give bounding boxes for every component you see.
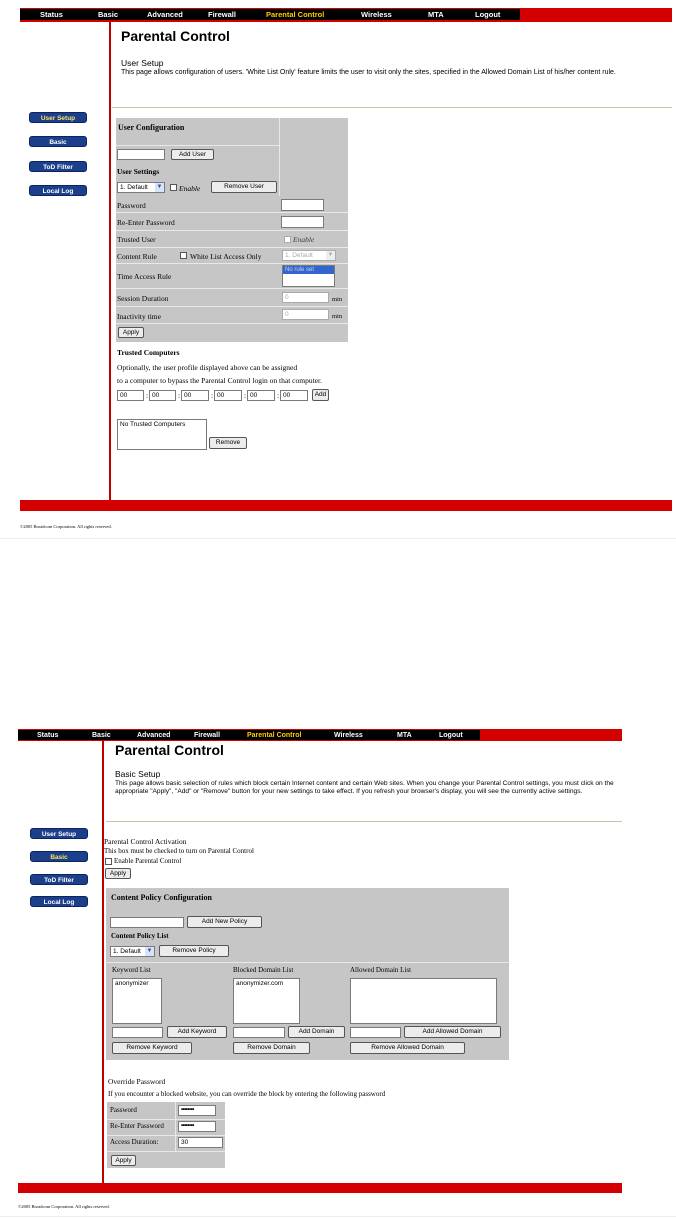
session-unit: min <box>332 296 343 303</box>
blocked-domain-list[interactable] <box>233 978 300 1024</box>
bottom-divider-line <box>102 741 104 1183</box>
page-description: This page allows configuration of users. 'White List Only' feature limits the user to visit only the sites, specified in the Allowed Domain List of his/her content rule. <box>121 69 616 76</box>
bottom-footer-copyright: ©2005 Broadcom Corporation. All rights reserved. <box>18 1204 110 1209</box>
trusted-computers-heading: Trusted Computers <box>117 348 180 357</box>
new-policy-input[interactable] <box>110 917 184 928</box>
side-user-setup[interactable]: User Setup <box>29 112 87 123</box>
nav-mta[interactable]: MTA <box>428 10 444 19</box>
side-local-log[interactable]: Local Log <box>29 185 87 196</box>
page-title: Parental Control <box>115 742 224 758</box>
top-footer-copyright: ©2005 Broadcom Corporation. All rights reserved. <box>20 524 112 529</box>
mac-octet-2[interactable]: 00 <box>149 390 176 401</box>
remove-policy-button[interactable]: Remove Policy <box>159 945 229 957</box>
nav-logout[interactable]: Logout <box>439 731 463 739</box>
mac-sep: : <box>244 391 247 400</box>
override-heading: Override Password <box>108 1077 166 1086</box>
override-note: If you encounter a blocked website, you can override the block by entering the following password <box>108 1090 386 1098</box>
page-subtitle: Basic Setup <box>115 769 161 779</box>
top-footer-red-bar <box>20 500 672 511</box>
chevron-down-icon: ▼ <box>327 252 334 258</box>
blocked-list-label: Blocked Domain List <box>233 966 294 974</box>
top-divider-line <box>109 22 111 500</box>
side-tod-filter[interactable]: ToD Filter <box>30 874 88 885</box>
trusted-user-checkbox[interactable] <box>284 236 291 243</box>
override-password-label: Password <box>110 1106 137 1114</box>
remove-domain-button[interactable]: Remove Domain <box>233 1042 310 1054</box>
override-row-divider <box>107 1135 225 1136</box>
keyword-input[interactable] <box>112 1027 163 1038</box>
top-nav-bar <box>20 9 520 20</box>
trusted-list-item[interactable]: No Trusted Computers <box>120 421 186 428</box>
nav-wireless[interactable]: Wireless <box>334 731 363 739</box>
time-rule-label: Time Access Rule <box>117 272 172 281</box>
inactivity-label: Inactivity time <box>117 312 161 321</box>
trusted-note-line2: to a computer to bypass the Parental Control login on that computer. <box>117 376 322 385</box>
mac-octet-3[interactable]: 00 <box>181 390 209 401</box>
top-separator <box>112 107 672 108</box>
remove-keyword-button[interactable]: Remove Keyword <box>112 1042 192 1054</box>
time-rule-list[interactable] <box>282 265 335 287</box>
nav-advanced[interactable]: Advanced <box>137 731 171 739</box>
trusted-user-label: Trusted User <box>117 235 156 244</box>
remove-allowed-domain-button[interactable]: Remove Allowed Domain <box>350 1042 465 1054</box>
reenter-label: Re-Enter Password <box>117 218 175 227</box>
override-row-divider <box>107 1151 225 1152</box>
nav-firewall[interactable]: Firewall <box>194 731 221 739</box>
password-label: Password <box>117 201 146 210</box>
keyword-list-label: Keyword List <box>112 966 151 974</box>
keyword-list[interactable] <box>112 978 162 1024</box>
nav-basic[interactable]: Basic <box>92 731 111 739</box>
override-row-divider <box>107 1119 225 1120</box>
nav-parental-control[interactable]: Parental Control <box>266 10 325 19</box>
access-duration-input[interactable]: 30 <box>178 1137 223 1148</box>
content-rule-select[interactable] <box>282 250 336 261</box>
keyword-item[interactable]: anonymizer <box>115 980 149 987</box>
add-keyword-button[interactable]: Add Keyword <box>167 1026 227 1038</box>
password-input[interactable] <box>281 199 324 211</box>
page-title: Parental Control <box>121 28 230 44</box>
time-rule-selected[interactable]: No rule set <box>283 266 334 274</box>
page-description: This page allows basic selection of rules which block certain Internet content and certain Web sites. When you change your Parental Control settings, you must click on the appropriate "Apply", "Add" or "Remove" button for your new settings to take effect. If you refresh your browser's display, you will see the currently active settings. <box>115 780 614 796</box>
content-policy-list-heading: Content Policy List <box>111 932 169 940</box>
bottom-nav-bar <box>18 730 480 740</box>
allowed-domain-input[interactable] <box>350 1027 401 1038</box>
override-reenter-input[interactable]: •••••••• <box>178 1121 216 1132</box>
override-password-input[interactable]: •••••••• <box>178 1105 216 1116</box>
row-divider <box>116 145 279 146</box>
mac-sep: : <box>211 391 214 400</box>
inactivity-input[interactable]: 0 <box>282 309 329 320</box>
trusted-computers-list[interactable] <box>117 419 207 450</box>
enable-parental-label: Enable Parental Control <box>114 857 182 865</box>
page-subtitle: User Setup <box>121 58 164 68</box>
nav-advanced[interactable]: Advanced <box>147 10 183 19</box>
nav-logout[interactable]: Logout <box>475 10 501 19</box>
page-bottom-rule <box>0 1216 676 1217</box>
policy-select-value: 1. Default <box>113 948 141 955</box>
side-user-setup[interactable]: User Setup <box>30 828 88 839</box>
add-new-policy-button[interactable]: Add New Policy <box>187 916 262 928</box>
user-select-value: 1. Default <box>120 184 148 191</box>
enable-user-label: Enable <box>179 184 201 193</box>
user-apply-button[interactable]: Apply <box>118 327 144 338</box>
allowed-list-label: Allowed Domain List <box>350 966 412 974</box>
add-domain-button[interactable]: Add Domain <box>288 1026 345 1038</box>
nav-wireless[interactable]: Wireless <box>361 10 392 19</box>
user-select[interactable] <box>117 182 165 193</box>
activation-heading: Parental Control Activation <box>104 837 187 846</box>
mac-sep: : <box>178 391 181 400</box>
white-list-checkbox[interactable] <box>180 252 187 259</box>
enable-parental-checkbox[interactable] <box>105 858 112 865</box>
trusted-note-line1: Optionally, the user profile displayed above can be assigned <box>117 363 298 372</box>
mac-octet-4[interactable]: 00 <box>214 390 242 401</box>
override-divider <box>175 1102 176 1152</box>
nav-parental-control[interactable]: Parental Control <box>247 731 302 739</box>
session-label: Session Duration <box>117 294 169 303</box>
user-config-divider <box>279 118 280 196</box>
page-bottom-rule <box>0 538 676 539</box>
bottom-separator <box>106 821 622 822</box>
trusted-user-enable: Enable <box>293 235 315 244</box>
session-input[interactable]: 0 <box>282 292 329 303</box>
nav-mta[interactable]: MTA <box>397 731 412 739</box>
white-list-label: White List Access Only <box>190 252 262 261</box>
user-settings-heading: User Settings <box>117 167 160 176</box>
nav-basic[interactable]: Basic <box>98 10 119 19</box>
add-trusted-button[interactable]: Add <box>312 389 329 401</box>
side-tod-filter[interactable]: ToD Filter <box>29 161 87 172</box>
remove-user-button[interactable]: Remove User <box>211 181 277 193</box>
override-reenter-label: Re-Enter Password <box>110 1122 164 1130</box>
nav-status[interactable]: Status <box>40 10 63 19</box>
access-duration-label: Access Duration: <box>110 1138 159 1146</box>
content-rule-label: Content Rule <box>117 252 157 261</box>
content-policy-heading: Content Policy Configuration <box>111 893 212 902</box>
blocked-domain-input[interactable] <box>233 1027 285 1038</box>
inactivity-unit: min <box>332 313 343 320</box>
add-user-button[interactable]: Add User <box>171 149 214 160</box>
chevron-down-icon: ▼ <box>146 948 153 954</box>
override-apply-button[interactable]: Apply <box>111 1155 136 1166</box>
reenter-input[interactable] <box>281 216 324 228</box>
mac-sep: : <box>277 391 280 400</box>
policy-select[interactable] <box>110 946 155 957</box>
mac-octet-6[interactable]: 00 <box>280 390 308 401</box>
mac-octet-5[interactable]: 00 <box>247 390 275 401</box>
activation-apply-button[interactable]: Apply <box>105 868 131 879</box>
blocked-domain-item[interactable]: anonymizer.com <box>236 980 284 987</box>
allowed-domain-list[interactable] <box>350 978 497 1024</box>
side-basic[interactable]: Basic <box>30 851 88 862</box>
enable-user-checkbox[interactable] <box>170 184 177 191</box>
policy-section-divider <box>106 962 509 963</box>
bottom-footer-red-bar <box>18 1183 622 1193</box>
side-local-log[interactable]: Local Log <box>30 896 88 907</box>
new-user-input[interactable] <box>117 149 165 160</box>
nav-firewall[interactable]: Firewall <box>208 10 236 19</box>
mac-octet-1[interactable]: 00 <box>117 390 144 401</box>
nav-status[interactable]: Status <box>37 731 59 739</box>
activation-note: This box must be checked to turn on Parental Control <box>104 847 254 855</box>
add-allowed-domain-button[interactable]: Add Allowed Domain <box>404 1026 501 1038</box>
remove-trusted-button[interactable]: Remove <box>209 437 247 449</box>
chevron-down-icon: ▼ <box>156 184 163 190</box>
side-basic[interactable]: Basic <box>29 136 87 147</box>
content-rule-select-value: 1. Default <box>285 252 313 259</box>
mac-sep: : <box>146 391 149 400</box>
user-config-heading: User Configuration <box>118 123 185 132</box>
